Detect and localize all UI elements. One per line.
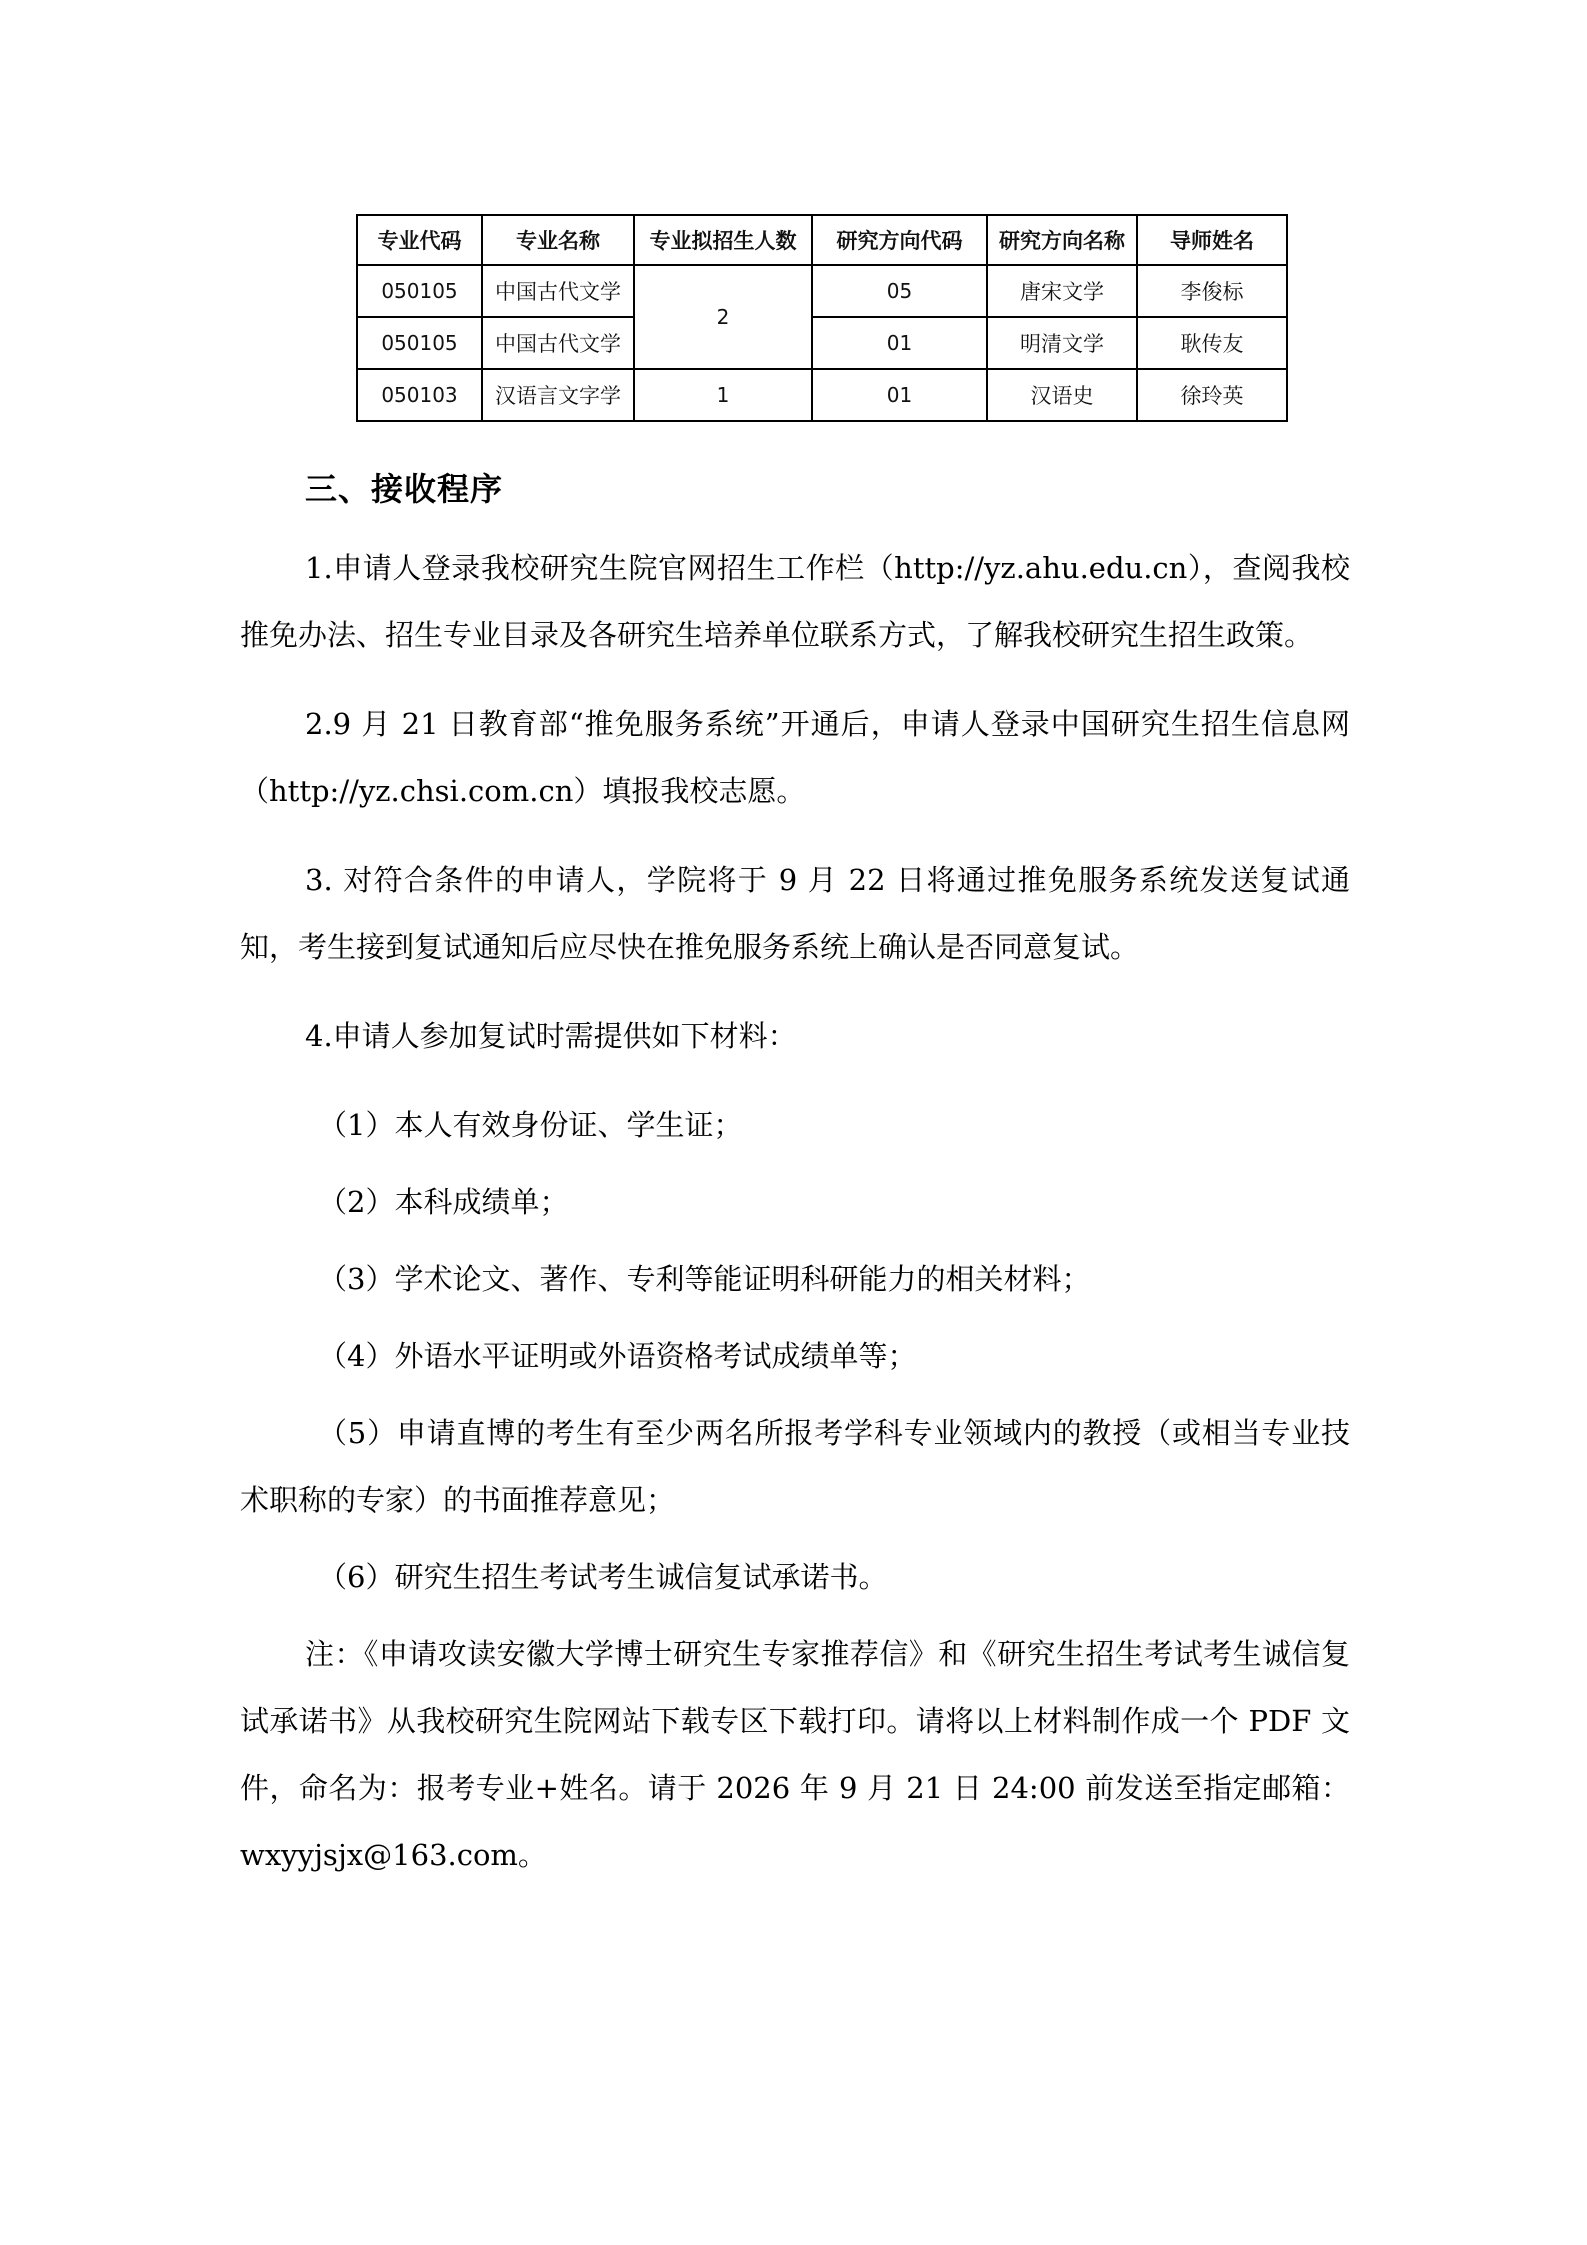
list-item-materials-2: （2）本科成绩单； bbox=[318, 1185, 569, 1219]
cell-tutor: 耿传友 bbox=[1137, 317, 1287, 369]
cell-quota: 1 bbox=[634, 369, 812, 421]
section-heading: 三、接收程序 bbox=[305, 470, 504, 508]
cell-major-name: 中国古代文学 bbox=[482, 317, 634, 369]
paragraph-note: 注：《申请攻读安徽大学博士研究生专家推荐信》和《研究生招生考试考生诚信复试承诺书》从我校研究生院网站下载专区下载打印。请将以上材料制作成一个 PDF 文件，命名为：报考专业+姓名。请于 2026 年 9 月 21 日 24:00 前发送至指定邮箱：wxyyjsjx@163.com。 bbox=[240, 1637, 1350, 1872]
table-header-row bbox=[357, 215, 1287, 265]
cell-quota: 2 bbox=[634, 265, 812, 369]
enrollment-table bbox=[356, 214, 1288, 422]
header-tutor: 导师姓名 bbox=[1137, 215, 1287, 265]
list-item-materials-5: （5）申请直博的考生有至少两名所报考学科专业领域内的教授（或相当专业技术职称的专家）的书面推荐意见； bbox=[240, 1416, 1350, 1517]
cell-major-name: 汉语言文字学 bbox=[482, 369, 634, 421]
list-item-materials-3: （3）学术论文、著作、专利等能证明科研能力的相关材料； bbox=[318, 1262, 1091, 1296]
list-item-materials-1: （1）本人有效身份证、学生证； bbox=[318, 1108, 743, 1142]
cell-major-code: 050105 bbox=[357, 265, 482, 317]
cell-direction-name: 明清文学 bbox=[987, 317, 1137, 369]
cell-direction-code: 05 bbox=[812, 265, 987, 317]
header-direction-name: 研究方向名称 bbox=[987, 215, 1137, 265]
paragraph-step-3: 3. 对符合条件的申请人，学院将于 9 月 22 日将通过推免服务系统发送复试通知，考生接到复试通知后应尽快在推免服务系统上确认是否同意复试。 bbox=[240, 863, 1350, 964]
cell-tutor: 李俊标 bbox=[1137, 265, 1287, 317]
header-major-name: 专业名称 bbox=[482, 215, 634, 265]
table-row bbox=[357, 265, 1287, 317]
cell-major-code: 050105 bbox=[357, 317, 482, 369]
paragraph-step-1: 1.申请人登录我校研究生院官网招生工作栏（http://yz.ahu.edu.cn），查阅我校推免办法、招生专业目录及各研究生培养单位联系方式，了解我校研究生招生政策。 bbox=[240, 551, 1350, 652]
paragraph-step-2: 2.9 月 21 日教育部“推免服务系统”开通后，申请人登录中国研究生招生信息网（http://yz.chsi.com.cn）填报我校志愿。 bbox=[240, 707, 1350, 808]
cell-tutor: 徐玲英 bbox=[1137, 369, 1287, 421]
list-item-materials-4: （4）外语水平证明或外语资格考试成绩单等； bbox=[318, 1339, 917, 1373]
list-item-materials-6: （6）研究生招生考试考生诚信复试承诺书。 bbox=[318, 1560, 888, 1594]
header-direction-code: 研究方向代码 bbox=[812, 215, 987, 265]
cell-direction-name: 汉语史 bbox=[987, 369, 1137, 421]
cell-direction-code: 01 bbox=[812, 317, 987, 369]
cell-direction-name: 唐宋文学 bbox=[987, 265, 1137, 317]
cell-major-code: 050103 bbox=[357, 369, 482, 421]
cell-direction-code: 01 bbox=[812, 369, 987, 421]
table-row bbox=[357, 369, 1287, 421]
cell-major-name: 中国古代文学 bbox=[482, 265, 634, 317]
table-row bbox=[357, 317, 1287, 369]
paragraph-step-4: 4.申请人参加复试时需提供如下材料： bbox=[305, 1019, 797, 1053]
procedure-body bbox=[240, 535, 1350, 1911]
header-quota: 专业拟招生人数 bbox=[634, 215, 812, 265]
header-major-code: 专业代码 bbox=[357, 215, 482, 265]
